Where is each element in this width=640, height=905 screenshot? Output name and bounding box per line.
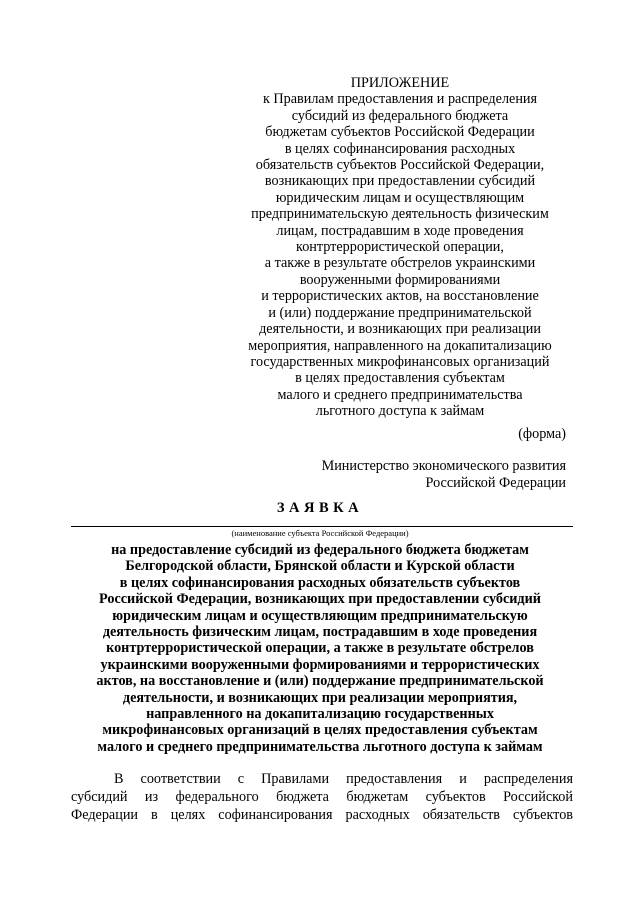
form-label: (форма) bbox=[518, 426, 566, 442]
appendix-line: и террористических актов, на восстановление bbox=[261, 288, 539, 305]
subtitle-line: Белгородской области, Брянской области и Курской области bbox=[125, 558, 515, 575]
body-line: В соответствии с Правилами предоставления и распределения bbox=[114, 771, 573, 787]
appendix-line: государственных микрофинансовых организаций bbox=[250, 353, 550, 370]
appendix-title: ПРИЛОЖЕНИЕ bbox=[350, 75, 450, 91]
subtitle-line: направленного на докапитализацию государственных bbox=[146, 706, 494, 723]
appendix-line: малого и среднего предпринимательства bbox=[277, 386, 523, 403]
subtitle-line: малого и среднего предпринимательства льготного доступа к займам bbox=[97, 738, 543, 755]
subtitle-line: юридическим лицам и осуществляющим предпринимательскую bbox=[112, 607, 528, 624]
appendix-line: контртеррористической операции, bbox=[296, 239, 504, 256]
body-paragraph bbox=[71, 770, 573, 824]
appendix-line: вооруженными формированиями bbox=[299, 271, 501, 288]
body-line: Федерации в целях софинансирования расходных обязательств субъектов bbox=[71, 807, 573, 823]
document-title: ЗАЯВКА bbox=[276, 500, 364, 516]
body-line: субсидий из федерального бюджета бюджетам субъектов Российской bbox=[71, 789, 573, 805]
appendix-line: мероприятия, направленного на докапитализацию bbox=[248, 337, 552, 354]
appendix-line: а также в результате обстрелов украинскими bbox=[264, 255, 536, 272]
subtitle-line: в целях софинансирования расходных обязательств субъектов bbox=[119, 574, 521, 591]
subtitle-line: украинскими вооруженными формированиями и террористических bbox=[100, 656, 540, 673]
appendix-line: льготного доступа к займам bbox=[315, 403, 485, 420]
subtitle-line: контртеррористической операции, а также в результате обстрелов bbox=[106, 640, 534, 657]
appendix-line: лицам, пострадавшим в ходе проведения bbox=[276, 222, 524, 239]
subject-name-caption: (наименование субъекта Российской Федерации) bbox=[231, 528, 409, 538]
appendix-line: в целях софинансирования расходных bbox=[284, 140, 516, 157]
appendix-line: предпринимательскую деятельность физическим bbox=[251, 206, 549, 223]
subtitle-line: Российской Федерации, возникающих при предоставлении субсидий bbox=[99, 591, 541, 608]
addressee-block bbox=[322, 458, 566, 492]
appendix-line: обязательств субъектов Российской Федерации, bbox=[255, 157, 545, 174]
appendix-line: бюджетам субъектов Российской Федерации bbox=[265, 124, 535, 141]
addressee-line: Российской Федерации bbox=[425, 475, 566, 491]
appendix-line: в целях предоставления субъектам bbox=[295, 370, 505, 387]
appendix-line: деятельности, и возникающих при реализации bbox=[259, 321, 541, 338]
subtitle-line: на предоставление субсидий из федерального бюджета бюджетам bbox=[111, 542, 529, 558]
document-subtitle bbox=[60, 542, 580, 755]
appendix-line: к Правилам предоставления и распределения bbox=[262, 91, 538, 108]
subtitle-line: микрофинансовых организаций в целях предоставления субъектам bbox=[102, 722, 538, 739]
appendix-header bbox=[220, 75, 580, 420]
subject-name-line bbox=[71, 526, 573, 527]
subtitle-line: актов, на восстановление и (или) поддержание предпринимательской bbox=[96, 673, 544, 690]
subtitle-line: деятельность физическим лицам, пострадавшим в ходе проведения bbox=[102, 624, 538, 641]
subtitle-line: деятельности, и возникающих при реализации мероприятия, bbox=[122, 689, 518, 706]
addressee-line: Министерство экономического развития bbox=[321, 458, 566, 474]
appendix-line: юридическим лицам и осуществляющим bbox=[275, 189, 525, 206]
appendix-line: и (или) поддержание предпринимательской bbox=[268, 304, 532, 321]
appendix-line: возникающих при предоставлении субсидий bbox=[264, 173, 536, 190]
appendix-line: субсидий из федерального бюджета bbox=[291, 107, 509, 124]
